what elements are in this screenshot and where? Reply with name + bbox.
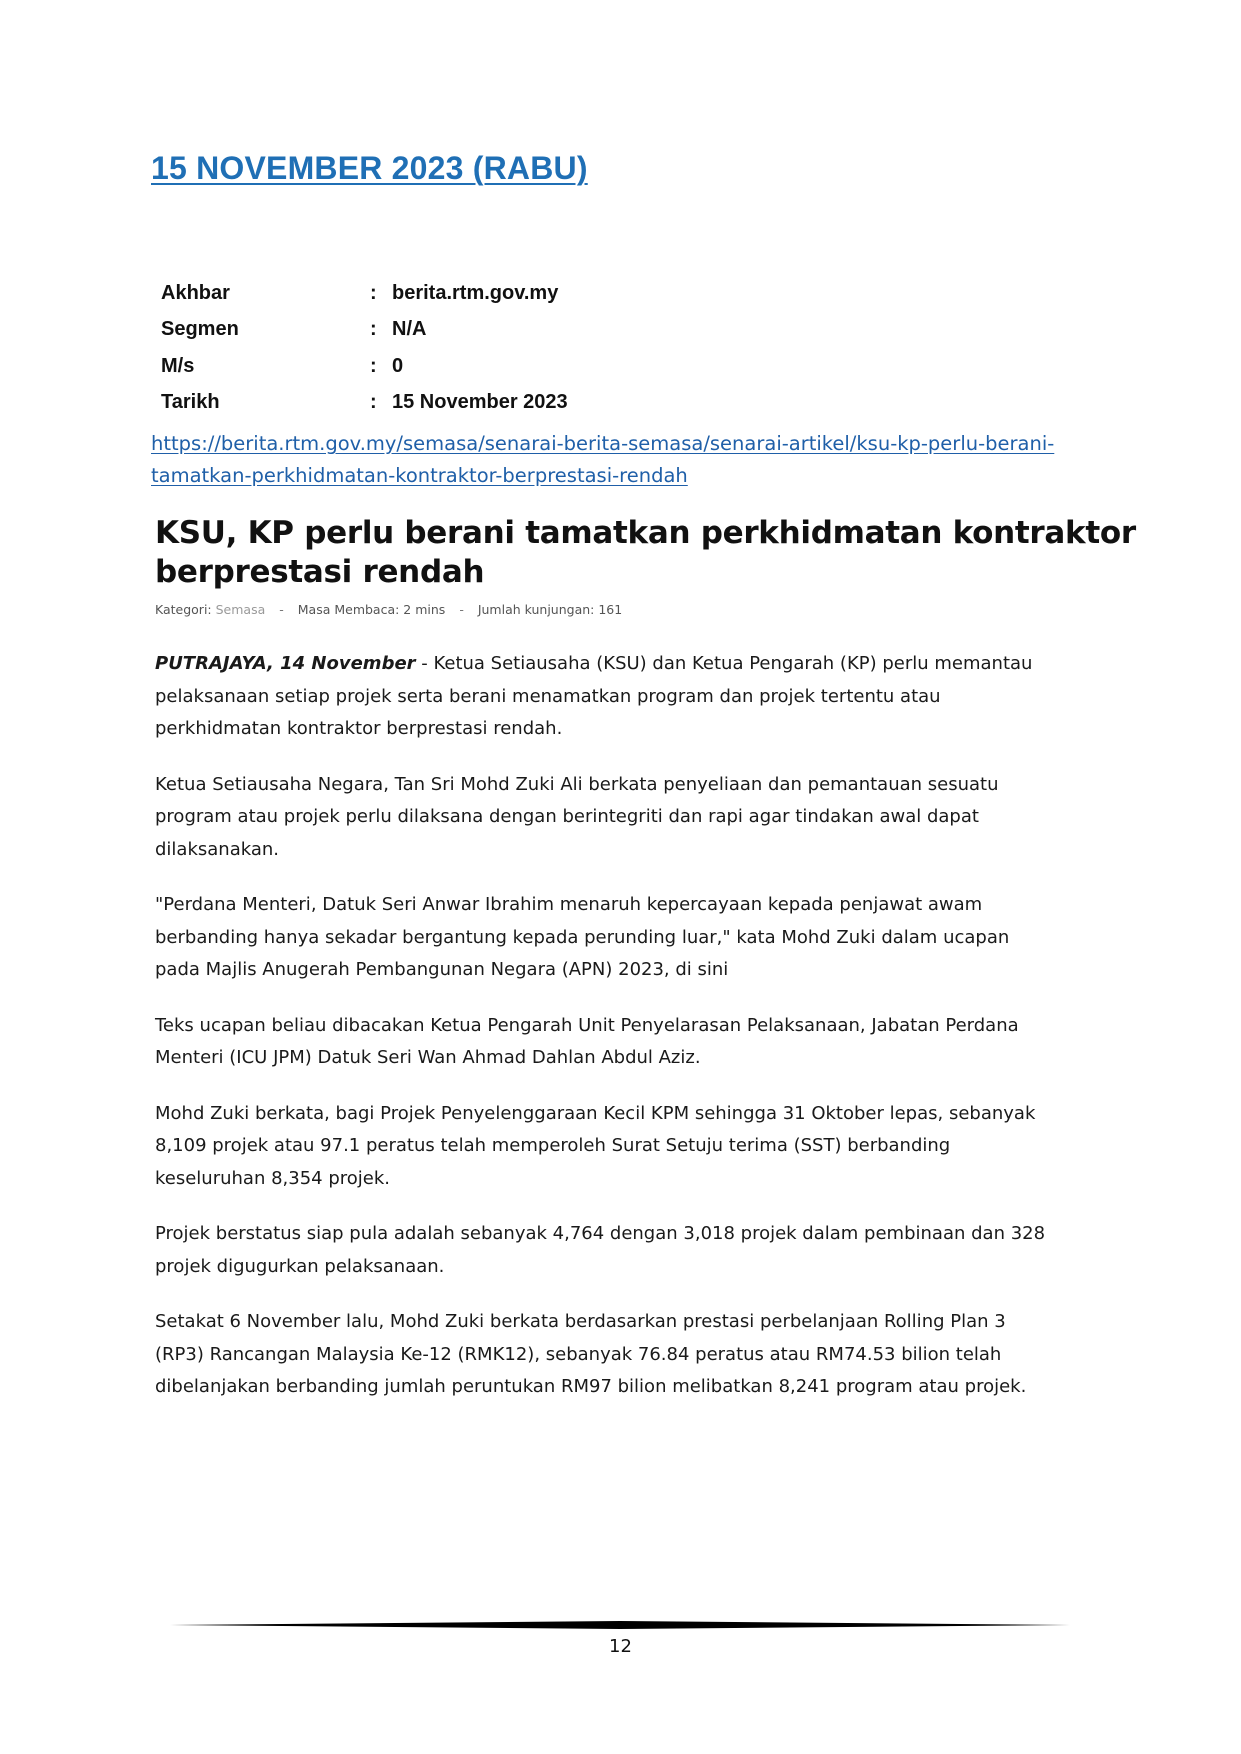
paragraph-line: "Perdana Menteri, Datuk Seri Anwar Ibrahim menaruh kepercayaan kepada penjawat awam (155, 894, 983, 915)
meta-separator: - (279, 602, 284, 617)
paragraph-line: Mohd Zuki berkata, bagi Projek Penyelenggaraan Kecil KPM sehingga 31 Oktober lepas, sebanyak (155, 1102, 1036, 1124)
dateline: PUTRAJAYA, 14 November (155, 653, 416, 674)
paragraph-line-text: - Ketua Setiausaha (KSU) dan Ketua Pengarah (KP) perlu memantau (415, 653, 1033, 674)
paragraph-line: berbanding hanya sekadar bergantung kepada perunding luar," kata Mohd Zuki dalam ucapan (155, 926, 1010, 948)
source-url-line[interactable]: https://berita.rtm.gov.my/semasa/senarai-berita-semasa/senarai-artikel/ksu-kp-perlu-berani- (151, 432, 1055, 455)
article-paragraph (155, 1010, 1115, 1075)
read-time: Masa Membaca: 2 mins (297, 602, 446, 617)
meta-colon: : (370, 391, 377, 414)
paragraph-line: pada Majlis Anugerah Pembangunan Negara (APN) 2023, di sini (155, 959, 729, 980)
paragraph-line: pelaksanaan setiap projek serta berani menamatkan program dan projek tertentu atau (155, 685, 941, 707)
meta-row-tarikh (161, 385, 568, 422)
meta-row-ms (161, 348, 568, 385)
meta-value: 0 (392, 354, 404, 377)
article-paragraph (155, 1098, 1115, 1196)
paragraph-line: dibelanjakan berbanding jumlah peruntukan RM97 bilion melibatkan 8,241 program atau projek. (155, 1376, 1027, 1397)
source-url-link[interactable] (151, 428, 1071, 492)
article-paragraph (155, 889, 1115, 987)
article-meta-bar (155, 602, 622, 617)
paragraph-line: dilaksanakan. (155, 838, 279, 860)
paragraph-line: program atau projek perlu dilaksana dengan berintegriti dan rapi agar tindakan awal dapat (155, 806, 979, 827)
meta-row-akhbar (161, 275, 568, 312)
meta-label: Segmen (161, 318, 239, 341)
meta-label: M/s (161, 354, 195, 377)
paragraph-line: projek digugurkan pelaksanaan. (155, 1255, 445, 1277)
paragraph-line: keseluruhan 8,354 projek. (155, 1167, 391, 1189)
paragraph-line: Projek berstatus siap pula adalah sebanyak 4,764 dengan 3,018 projek dalam pembinaan dan 328 (155, 1223, 1046, 1244)
meta-label: Akhbar (161, 281, 230, 304)
paragraph-line: Setakat 6 November lalu, Mohd Zuki berkata berdasarkan prestasi perbelanjaan Rolling Plan 3 (155, 1311, 1006, 1332)
article-title-line: KSU, KP perlu berani tamatkan perkhidmatan kontraktor (155, 515, 1136, 551)
paragraph-line: Teks ucapan beliau dibacakan Ketua Pengarah Unit Penyelarasan Pelaksanaan, Jabatan Perdana (155, 1014, 1019, 1036)
article-paragraph (155, 648, 1115, 746)
paragraph-line: Menteri (ICU JPM) Datuk Seri Wan Ahmad Dahlan Abdul Aziz. (155, 1047, 701, 1068)
source-url-line[interactable]: tamatkan-perkhidmatan-kontraktor-berprestasi-rendah (151, 464, 688, 487)
article-paragraph (155, 1218, 1115, 1283)
meta-colon: : (370, 318, 377, 341)
article-paragraph (155, 769, 1115, 867)
paragraph-line: perkhidmatan kontraktor berprestasi rendah. (155, 718, 563, 739)
paragraph-line: Ketua Setiausaha Negara, Tan Sri Mohd Zuki Ali berkata penyeliaan dan pemantauan sesuatu (155, 773, 999, 795)
visit-count: Jumlah kunjungan: 161 (477, 602, 623, 617)
meta-row-segmen (161, 312, 568, 349)
meta-label: Tarikh (161, 391, 220, 414)
article-title (155, 514, 1136, 592)
article-title-line: berprestasi rendah (155, 554, 485, 590)
paragraph-line: (RP3) Rancangan Malaysia Ke-12 (RMK12), sebanyak 76.84 peratus atau RM74.53 bilion telah (155, 1343, 1002, 1365)
page-date-heading: 15 NOVEMBER 2023 (RABU) (151, 150, 588, 186)
article-body (155, 648, 1115, 1427)
meta-colon: : (370, 281, 377, 304)
footer-divider (170, 1620, 1070, 1630)
meta-value: 15 November 2023 (392, 391, 568, 414)
article-paragraph (155, 1306, 1115, 1404)
paragraph-line: 8,109 projek atau 97.1 peratus telah memperoleh Surat Setuju terima (SST) berbanding (155, 1135, 951, 1156)
category-label: Kategori: (155, 602, 212, 617)
page-number: 12 (609, 1636, 632, 1657)
meta-colon: : (370, 354, 377, 377)
paragraph-line (155, 648, 1115, 681)
meta-separator: - (459, 602, 464, 617)
press-meta-table (161, 275, 568, 421)
category-value: Semasa (215, 602, 266, 617)
meta-value: berita.rtm.gov.my (392, 281, 559, 304)
meta-value: N/A (392, 318, 427, 341)
